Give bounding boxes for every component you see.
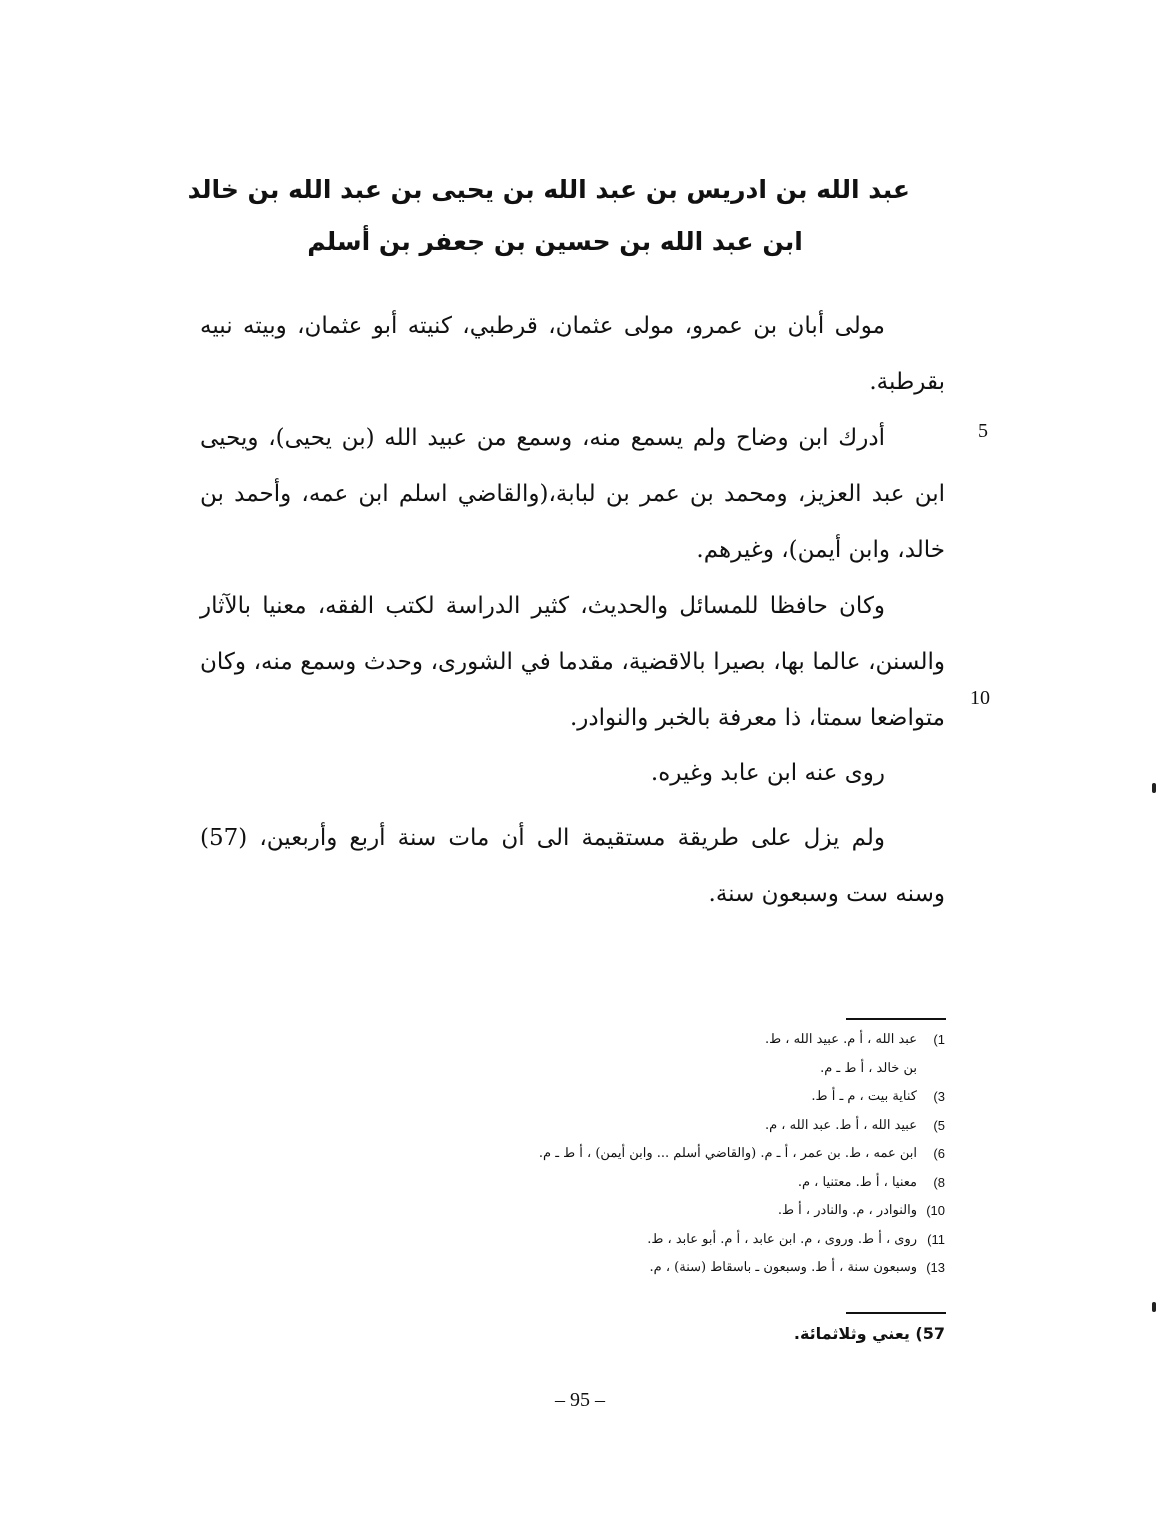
footnote-item bbox=[440, 1197, 945, 1226]
paragraph-4: روى عنه ابن عابد وغيره. bbox=[650, 760, 885, 786]
paragraph-2: أدرك ابن وضاح ولم يسمع منه، وسمع من عبيد الله (بن يحيى)، ويحيى ابن عبد العزيز، ومحمد بن عمر بن لبابة،(والقاضي اسلم ابن عمه، وأحمد بن خالد، وابن أيمن)، وغيرهم. bbox=[200, 425, 945, 563]
footnote-text: عبيد الله ، أ ط. عبد الله ، م. bbox=[764, 1117, 917, 1133]
footnote-text: كناية بيت ، م ـ أ ط. bbox=[811, 1089, 917, 1104]
footnote-text: ابن عمه ، ط. بن عمر ، أ ـ م. (والقاضي أسلم ... وابن أيمن) ، أ ط ـ م. bbox=[538, 1146, 917, 1161]
paragraph-3: وكان حافظا للمسائل والحديث، كثير الدراسة لكتب الفقه، معنيا بالآثار والسنن، عالما بها، بصيرا بالاقضية، مقدما في الشورى، وحدث وسمع منه، وكان متواضعا سمتا، ذا معرفة بالخبر والنوادر. bbox=[200, 593, 945, 731]
footnote-text: والنوادر ، م. والنادر ، أ ط. bbox=[777, 1203, 917, 1218]
footnote-item bbox=[440, 1140, 945, 1169]
footnote-number: 11) bbox=[927, 1231, 945, 1247]
footnote-number: 10) bbox=[926, 1203, 945, 1218]
heading-line-2: ابن عبد الله بن حسين بن جعفر بن أسلم bbox=[307, 227, 803, 256]
line-number-5: 5 bbox=[978, 420, 988, 442]
footnotes bbox=[440, 1026, 945, 1283]
footnote-item bbox=[440, 1226, 945, 1255]
footnote-number: 6) bbox=[933, 1146, 945, 1161]
footnote-item bbox=[440, 1254, 945, 1283]
footnote-item bbox=[440, 1112, 945, 1141]
footnote-item bbox=[440, 1055, 945, 1084]
footnote-item bbox=[440, 1026, 945, 1055]
footnote-text: وسبعون سنة ، أ ط. وسبعون ـ باسقاط (سنة) ، م. bbox=[649, 1260, 917, 1275]
line-number-10: 10 bbox=[970, 687, 990, 709]
paragraph-1: مولى أبان بن عمرو، مولى عثمان، قرطبي، كنيته أبو عثمان، وبيته نبيه بقرطبة. bbox=[200, 313, 945, 395]
footnote-text: معنيا ، أ ط. معتنيا ، م. bbox=[797, 1174, 917, 1190]
footnote-text: بن خالد ، أ ط ـ م. bbox=[820, 1060, 917, 1076]
paragraph-5: ولم يزل على طريقة مستقيمة الى أن مات سنة أربع وأربعين، (57) وسنه ست وسبعون سنة. bbox=[200, 825, 945, 907]
footnote-number: 3) bbox=[933, 1089, 945, 1104]
footnote-number: 8) bbox=[933, 1174, 945, 1190]
footnote-number: 5) bbox=[933, 1117, 945, 1133]
footnote-number: 1) bbox=[933, 1032, 945, 1047]
footnote-item bbox=[440, 1083, 945, 1112]
heading-line-1: عبد الله بن ادريس بن عبد الله بن يحيى بن عبد الله بن خالد bbox=[187, 175, 910, 204]
editor-note: 57) يعني وثلاثمائة. bbox=[793, 1324, 945, 1343]
scan-mark bbox=[1152, 783, 1156, 793]
footnote-top-rule bbox=[846, 1018, 946, 1020]
footnote-number: 13) bbox=[926, 1260, 945, 1275]
footnote-item bbox=[440, 1169, 945, 1198]
footnote-text: روى ، أ ط. وروى ، م. ابن عابد ، أ م. أبو عابد ، ط. bbox=[647, 1231, 917, 1247]
scan-mark bbox=[1152, 1302, 1156, 1312]
footnote-text: عبد الله ، أ م. عبيد الله ، ط. bbox=[764, 1032, 917, 1047]
footnote-bottom-rule bbox=[846, 1312, 946, 1314]
page-number: – 95 – bbox=[555, 1389, 605, 1411]
